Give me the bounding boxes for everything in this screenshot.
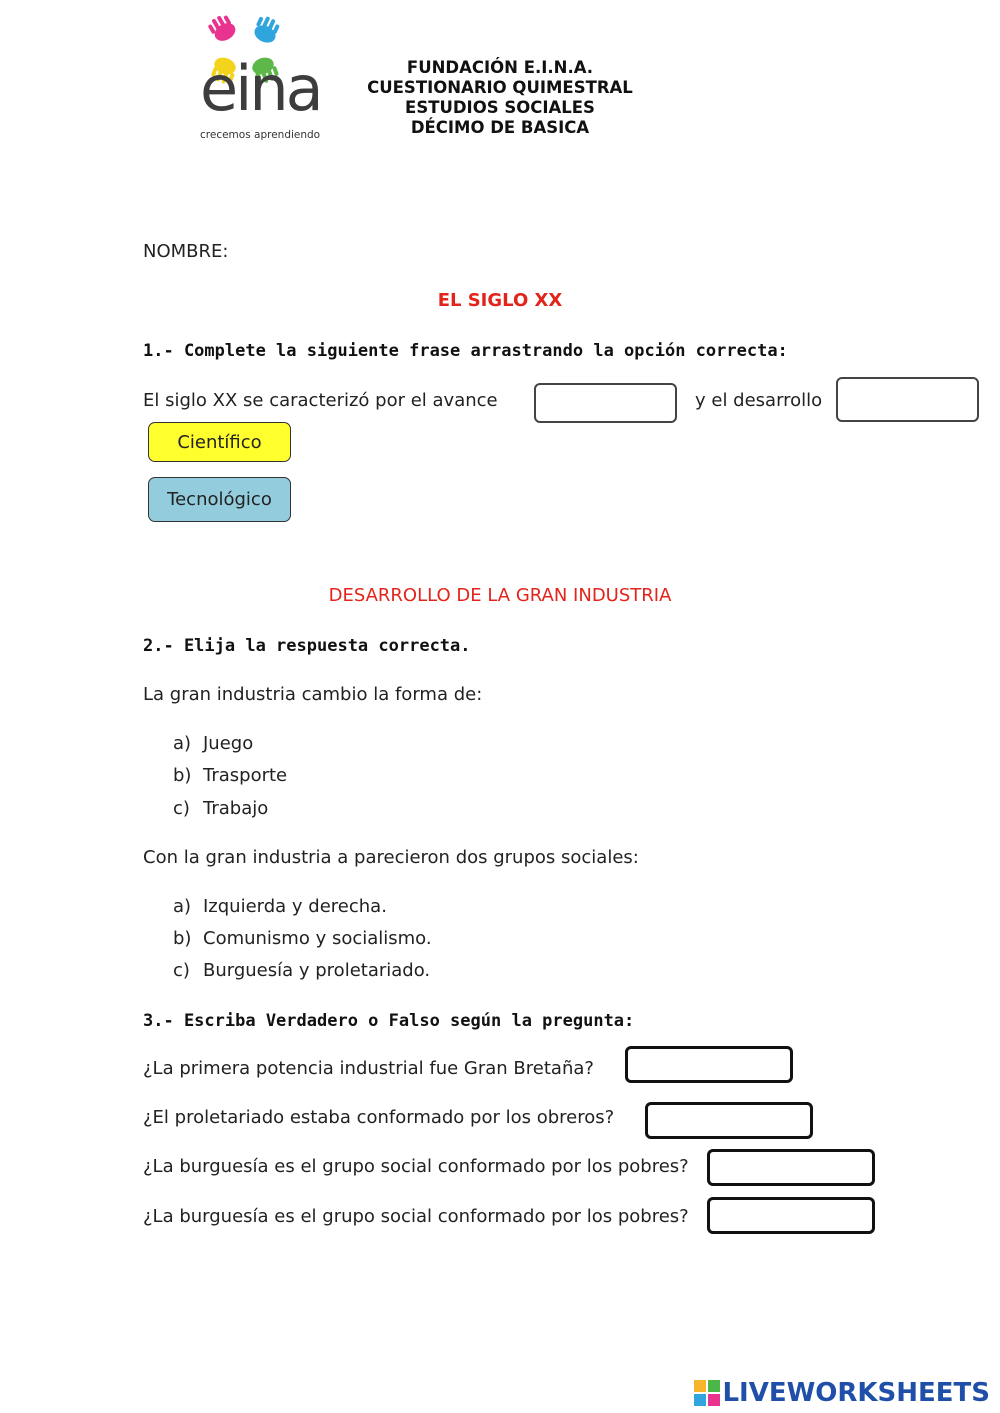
option-text: Trasporte <box>203 765 288 786</box>
option-letter: b) <box>173 765 192 786</box>
drag-chip-cientifico[interactable]: Científico <box>148 422 291 462</box>
tf-answer-input-1[interactable] <box>625 1046 793 1083</box>
option-letter: b) <box>173 928 192 949</box>
tf-answer-input-3[interactable] <box>707 1149 875 1186</box>
tf-answer-input-2[interactable] <box>645 1102 813 1139</box>
question-1: 1.- Complete la siguiente frase arrastrando la opción correcta: <box>143 341 788 361</box>
option-text: Burguesía y proletariado. <box>203 960 431 981</box>
liveworksheets-brand <box>694 1378 990 1408</box>
option-text: Juego <box>203 733 254 754</box>
tf-question-4: ¿La burguesía es el grupo social conformado por los pobres? <box>143 1206 689 1227</box>
drag-chip-tecnologico[interactable]: Tecnológico <box>148 477 291 522</box>
sentence-part-2: y el desarrollo <box>695 390 823 411</box>
drop-zone-avance[interactable] <box>534 383 677 423</box>
option-letter: a) <box>173 896 192 917</box>
logo-tagline: crecemos aprendiendo <box>200 129 321 141</box>
option-letter: c) <box>173 960 190 981</box>
question-2b-prompt: Con la gran industria a parecieron dos grupos sociales: <box>143 847 639 868</box>
name-label: NOMBRE: <box>143 241 229 262</box>
tf-question-2: ¿El proletariado estaba conformado por los obreros? <box>143 1107 615 1128</box>
question-3: 3.- Escriba Verdadero o Falso según la pregunta: <box>143 1011 635 1031</box>
option-text: Izquierda y derecha. <box>203 896 387 917</box>
tf-question-3: ¿La burguesía es el grupo social conformado por los pobres? <box>143 1156 689 1177</box>
option-letter: a) <box>173 733 192 754</box>
option-2b-c[interactable] <box>173 960 430 981</box>
option-text: Trabajo <box>203 798 269 819</box>
tf-question-1: ¿La primera potencia industrial fue Gran Bretaña? <box>143 1058 594 1079</box>
option-2a-a[interactable] <box>173 733 253 754</box>
drop-zone-desarrollo[interactable] <box>836 377 979 422</box>
header-line-grade: DÉCIMO DE BASICA <box>410 118 590 137</box>
option-2a-c[interactable] <box>173 798 268 819</box>
header-line-quiz: CUESTIONARIO QUIMESTRAL <box>367 78 633 97</box>
question-2: 2.- Elija la respuesta correcta. <box>143 636 471 656</box>
worksheet-header <box>340 58 660 138</box>
option-text: Comunismo y socialismo. <box>203 928 432 949</box>
header-line-foundation: FUNDACIÓN E.I.N.A. <box>406 58 594 77</box>
option-2b-b[interactable] <box>173 928 432 949</box>
option-2a-b[interactable] <box>173 765 287 786</box>
option-2b-a[interactable] <box>173 896 387 917</box>
option-letter: c) <box>173 798 190 819</box>
section-title-siglo-xx: EL SIGLO XX <box>437 290 563 311</box>
question-2a-prompt: La gran industria cambio la forma de: <box>143 684 483 705</box>
logo-wordmark: eina <box>200 52 321 125</box>
liveworksheets-wordmark: LIVEWORKSHEETS <box>722 1378 990 1408</box>
sentence-part-1: El siglo XX se caracterizó por el avance <box>143 390 498 411</box>
section-title-gran-industria: DESARROLLO DE LA GRAN INDUSTRIA <box>328 585 672 606</box>
tf-answer-input-4[interactable] <box>707 1197 875 1234</box>
header-line-subject: ESTUDIOS SOCIALES <box>405 98 595 117</box>
liveworksheets-logo-icon <box>694 1380 720 1406</box>
